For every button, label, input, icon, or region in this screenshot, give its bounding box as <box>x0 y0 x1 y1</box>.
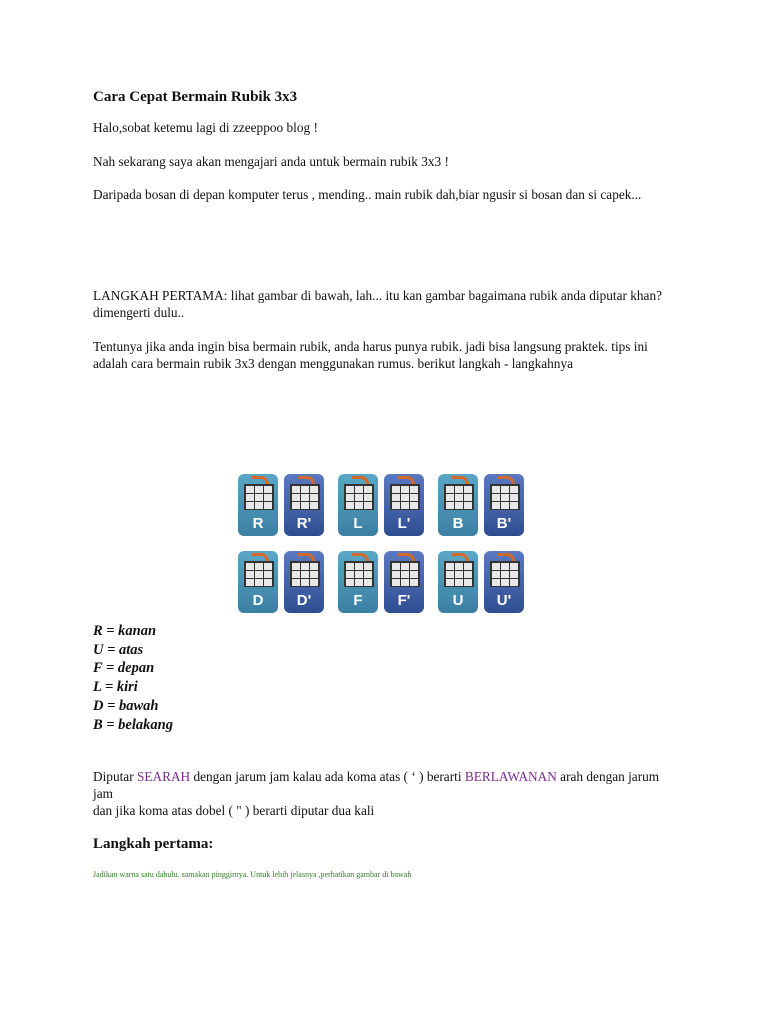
text-span: arah dengan jarum jam <box>93 769 660 801</box>
cube-icon <box>444 561 474 587</box>
rubik-moves-figure <box>230 468 539 620</box>
legend-item: D = bawah <box>93 697 159 714</box>
move-tile <box>484 551 524 613</box>
step-one-paragraph: LANGKAH PERTAMA: lihat gambar di bawah, lah... itu kan gambar bagaimana rubik anda diputar khan? dimengerti dulu.. <box>93 288 663 320</box>
legend-item: B = belakang <box>93 716 173 733</box>
cube-icon <box>244 484 274 510</box>
move-label: D <box>252 592 264 609</box>
move-label: F <box>353 592 363 609</box>
cube-icon <box>344 561 374 587</box>
cube-icon <box>444 484 474 510</box>
cube-icon <box>490 561 520 587</box>
move-tile <box>438 474 478 536</box>
text-span: Diputar <box>93 769 137 784</box>
move-tile <box>338 551 378 613</box>
text-span: dan jika koma atas dobel ( " ) berarti diputar dua kali <box>93 803 375 818</box>
legend-item: L = kiri <box>93 679 138 696</box>
move-label: U <box>452 592 464 609</box>
intro-paragraph-3: Daripada bosan di depan komputer terus , mending.. main rubik dah,biar ngusir si bosan dan si capek... <box>93 187 642 202</box>
cube-icon <box>390 561 420 587</box>
cube-icon <box>490 484 520 510</box>
notation-legend <box>93 622 173 734</box>
move-label: D' <box>296 592 312 609</box>
move-tile <box>238 474 278 536</box>
cube-icon <box>290 484 320 510</box>
move-tile <box>384 551 424 613</box>
legend-item: U = atas <box>93 641 144 658</box>
cube-icon <box>390 484 420 510</box>
move-tile <box>284 474 324 536</box>
move-tile <box>484 474 524 536</box>
move-label: L <box>353 515 363 532</box>
move-label: B <box>452 515 464 532</box>
move-tile <box>284 551 324 613</box>
move-label: R <box>252 515 264 532</box>
move-label: R' <box>296 515 312 532</box>
move-label: U' <box>496 592 512 609</box>
highlight-berlawanan: BERLAWANAN <box>464 769 557 784</box>
move-label: F' <box>397 592 411 609</box>
green-note: Jadikan warna satu dahulu. samakan pinggirnya. Untuk lebih jelasnya ,perhatikan gambar di bawah <box>93 870 412 879</box>
legend-item: R = kanan <box>93 623 157 639</box>
move-label: B' <box>496 515 512 532</box>
section-heading: Langkah pertama: <box>93 836 214 852</box>
move-tile <box>438 551 478 613</box>
move-tile <box>238 551 278 613</box>
move-tile <box>384 474 424 536</box>
move-label: L' <box>397 515 411 532</box>
page-title: Cara Cepat Bermain Rubik 3x3 <box>93 89 298 105</box>
move-tile <box>338 474 378 536</box>
intro-paragraph-2: Nah sekarang saya akan mengajari anda untuk bermain rubik 3x3 ! <box>93 154 449 169</box>
cube-icon <box>290 561 320 587</box>
cube-icon <box>244 561 274 587</box>
text-span: dengan jarum jam kalau ada koma atas ( ‘ ) berarti <box>190 769 465 784</box>
highlight-searah: SEARAH <box>136 769 191 784</box>
intro-paragraph: Halo,sobat ketemu lagi di zzeeppoo blog ! <box>93 120 318 135</box>
legend-item: F = depan <box>93 660 155 677</box>
instructions-paragraph: Tentunya jika anda ingin bisa bermain rubik, anda harus punya rubik. jadi bisa langsung praktek. tips ini adalah cara bermain rubik 3x3 dengan menggunakan rumus. berikut langkah - langkahnya <box>93 339 648 371</box>
rotation-explanation <box>93 768 678 819</box>
cube-icon <box>344 484 374 510</box>
